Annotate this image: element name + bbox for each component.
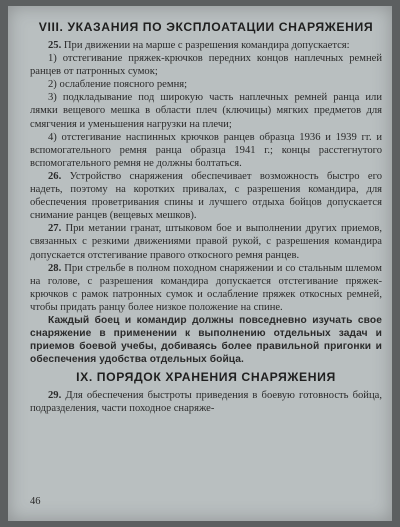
bold-instruction: Каждый боец и командир должны повседневно изучать свое снаряжение в применении к выполнению отдельных задач и приемов боевой учебы, добиваясь более правильной пригонки и обеспечения удобства отдельных бойца.: [30, 314, 382, 366]
paragraph-25-text: При движении на марше с разрешения командира допускается:: [63, 40, 350, 51]
paragraph-28-text: При стрельбе в полном походном снаряжении и со стальным шлемом на голове, с разрешения командира допускается отстегивание пряжек-крючков с рамок патронных сумок и ослабление пряжек откосных ремней, чтобы придать ранцу более низкое положение на спине.: [30, 262, 382, 313]
list-item-1: 1) отстегивание пряжек-крючков передних концов наплечных ремней ранцев от патронных сумок;: [30, 53, 382, 78]
paragraph-26-text: Устройство снаряжения обеспечивает возможность быстро его надеть, поэтому на коротких привалах, с разрешения командира, для обеспечения проветривания спины и лучшего отдыха бойцов допускается снимание ранцев (вещевых мешков).: [30, 170, 382, 222]
paragraph-27-text: При метании гранат, штыковом бое и выполнении других приемов, связанных с резкими движениями правой рукой, с разрешения командира допускается отстегивание правого откосного ремня ранцев.: [30, 223, 382, 261]
page-content: [30, 20, 382, 416]
paragraph-29: [30, 389, 382, 415]
paragraph-26-number: 26.: [48, 170, 62, 182]
paragraph-29-number: 29.: [48, 390, 62, 402]
paragraph-27-number: 27.: [48, 223, 62, 235]
paragraph-27: [30, 222, 382, 261]
paragraph-28: [30, 262, 382, 314]
section-9-title: IX. ПОРЯДОК ХРАНЕНИЯ СНАРЯЖЕНИЯ: [76, 370, 336, 385]
paragraph-25: [30, 39, 382, 52]
paragraph-29-text: Для обеспечения быстроты приведения в боевую готовность бойца, подразделения, части походное снаряже-: [30, 390, 382, 415]
list-item-3: 3) подкладывание под широкую часть наплечных ремней ранца или лямки вещевого мешка в области плеч (ключицы) мягких предметов для смягчения и уменьшения нагрузки на плечи;: [30, 92, 382, 130]
paragraph-25-number: 25.: [48, 40, 62, 51]
section-8-title: VIII. УКАЗАНИЯ ПО ЭКСПЛОАТАЦИИ СНАРЯЖЕНИЯ: [38, 20, 374, 34]
book-page: [8, 6, 392, 521]
paragraph-26: [30, 170, 382, 222]
list-item-4: 4) отстегивание наспинных крючков ранцев образца 1936 и 1939 гг. и вспомогательного ремня ранца образца 1941 г.; концы расстегнутого вспомогательного ремня не должны болтаться.: [30, 131, 382, 169]
page-number: 46: [30, 496, 41, 507]
paragraph-28-number: 28.: [48, 262, 62, 274]
list-item-2: 2) ослабление поясного ремня;: [48, 79, 188, 91]
